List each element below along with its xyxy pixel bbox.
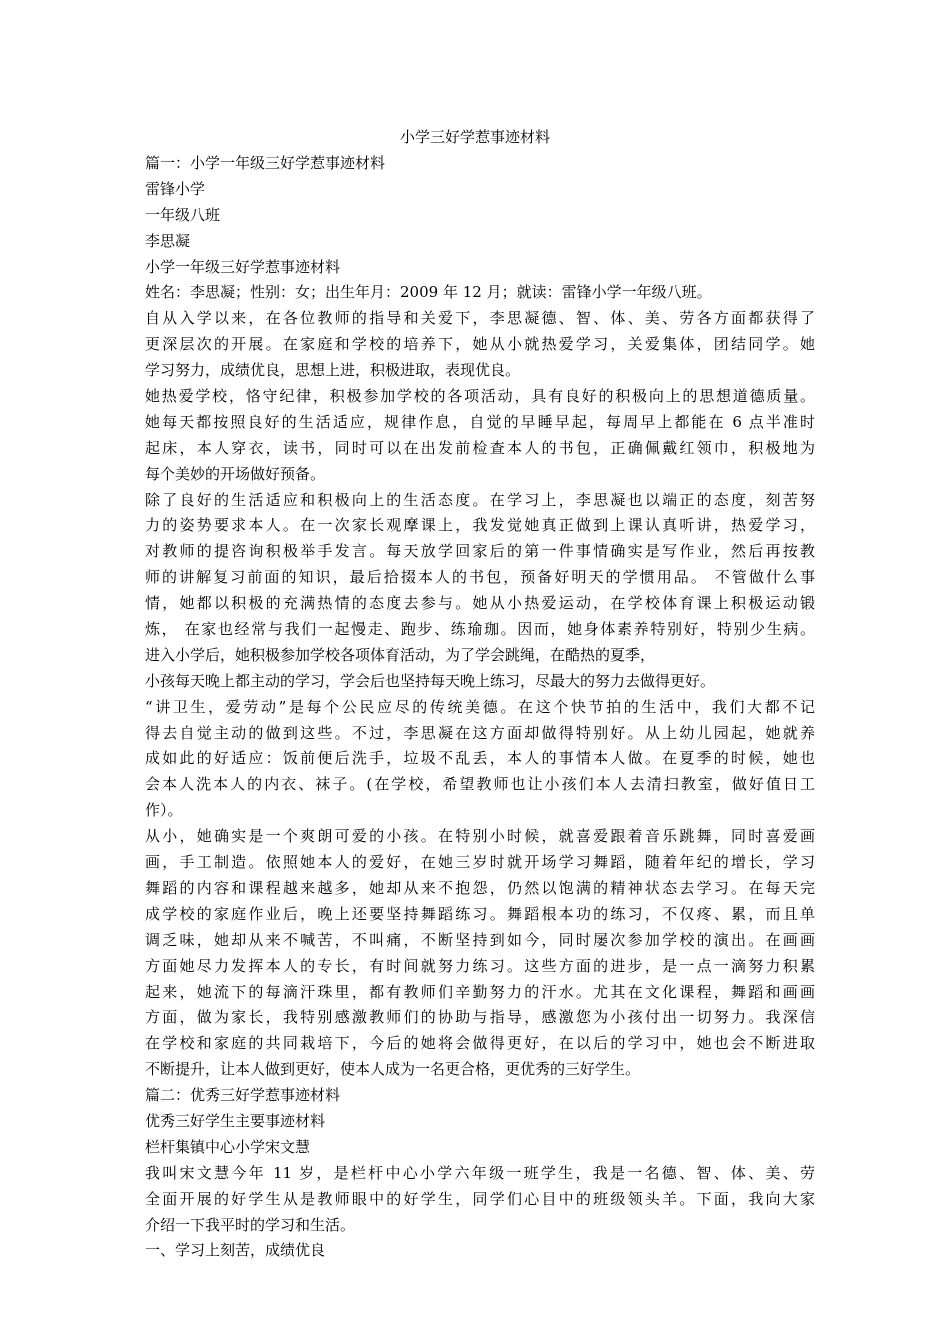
text-line: 全面开展的好学生从是教师眼中的好学生，同学们心目中的班级领头羊。下面，我向大家 [145, 1189, 815, 1208]
text-line: 一、学习上刻苦，成绩优良 [145, 1241, 326, 1260]
text-line: 在学校和家庭的共同栽培下，今后的她将会做得更好，在以后的学习中，她也会不断进取 [145, 1034, 815, 1053]
text-line: 方面她尽力发挥本人的专长，有时间就努力练习。这些方面的进步，是一点一滴努力积累 [145, 956, 815, 975]
text-line: 更深层次的开展。在家庭和学校的培养下，她从小就热爱学习，关爱集体，团结同学。她 [145, 335, 815, 354]
text-line: 雷锋小学 [145, 179, 206, 198]
text-line: 不断提升，让本人做到更好，使本人成为一名更合格，更优秀的三好学生。 [145, 1060, 641, 1079]
text-line: “讲卫生，爱劳动”是每个公民应尽的传统美德。在这个快节拍的生活中，我们大都不记 [145, 697, 815, 716]
text-line: 画，手工制造。依照她本人的爱好，在她三岁时就开场学习舞蹈，随着年纪的增长，学习 [145, 853, 815, 872]
text-line: 作）。 [145, 801, 183, 820]
text-line: 会本人洗本人的内衣、袜子。(在学校，希望教师也让小孩们本人去清扫教室，做好值日工 [145, 775, 815, 794]
text-line: 起来，她流下的每滴汗珠里，都有教师们辛勤努力的汗水。尤其在文化课程，舞蹈和画画 [145, 982, 815, 1001]
text-line: 师的讲解复习前面的知识，最后拾掇本人的书包，预备好明天的学惯用品。 不管做什么事 [145, 568, 815, 587]
text-line: 进入小学后，她积极参加学校各项体育活动，为了学会跳绳，在酷热的夏季， [145, 645, 656, 664]
text-line: 对教师的提咨询积极举手发言。每天放学回家后的第一件事情确实是写作业，然后再按教 [145, 542, 815, 561]
text-line: 她热爱学校，恪守纪律，积极参加学校的各项活动，具有良好的积极向上的思想道德质量。 [145, 387, 815, 406]
text-line: 每个美妙的开场做好预备。 [145, 464, 326, 483]
text-line: 一年级八班 [145, 205, 221, 224]
text-line: 从小，她确实是一个爽朗可爱的小孩。在特别小时候，就喜爱跟着音乐跳舞，同时喜爱画 [145, 827, 815, 846]
text-line: 优秀三好学生主要事迹材料 [145, 1111, 326, 1130]
text-line: 调乏味，她却从来不喊苦，不叫痛，不断坚持到如今，同时屡次参加学校的演出。在画画 [145, 930, 815, 949]
text-line: 自从入学以来，在各位教师的指导和关爱下，李思凝德、智、体、美、劳各方面都获得了 [145, 309, 815, 328]
text-line: 篇一：小学一年级三好学惹事迹材料 [145, 154, 386, 172]
text-line: 栏杆集镇中心小学宋文慧 [145, 1137, 311, 1156]
text-line: 我叫宋文慧今年 11 岁，是栏杆中心小学六年级一班学生，我是一名德、智、体、美、劳 [145, 1163, 815, 1182]
text-line: 小学一年级三好学惹事迹材料 [145, 257, 341, 276]
text-line: 篇二：优秀三好学惹事迹材料 [145, 1086, 341, 1105]
text-line: 小孩每天晚上都主动的学习，学会后也坚持每天晚上练习，尽最大的努力去做得更好。 [145, 671, 716, 690]
text-line: 成学校的家庭作业后，晚上还要坚持舞蹈练习。舞蹈根本功的练习，不仅疼、累，而且单 [145, 904, 815, 923]
document-title: 小学三好学惹事迹材料 [399, 128, 550, 146]
text-line: 姓名：李思凝；性别：女；出生年月：2009 年 12 月；就读：雷锋小学一年级八班。 [145, 283, 712, 302]
text-line: 情，她都以积极的充满热情的态度去参与。她从小热爱运动，在学校体育课上积极运动锻 [145, 594, 815, 613]
text-line: 力的姿势要求本人。在一次家长观摩课上，我发觉她真正做到上课认真听讲，热爱学习， [145, 516, 815, 535]
text-line: 她每天都按照良好的生活适应，规律作息，自觉的早睡早起，每周早上都能在 6 点半准时 [145, 412, 815, 431]
text-line: 李思凝 [145, 231, 191, 250]
text-line: 学习努力，成绩优良，思想上进，积极进取，表现优良。 [145, 361, 521, 380]
text-line: 炼， 在家也经常与我们一起慢走、跑步、练瑜珈。因而，她身体素养特别好，特别少生病。 [145, 620, 815, 639]
text-line: 起床，本人穿衣，读书，同时可以在出发前检查本人的书包，正确佩戴红领巾，积极地为 [145, 438, 815, 457]
document-body [145, 151, 815, 1264]
text-line: 除了良好的生活适应和积极向上的生活态度。在学习上，李思凝也以端正的态度，刻苦努 [145, 490, 815, 509]
text-line: 成如此的好适应：饭前便后洗手，垃圾不乱丢，本人的事情本人做。在夏季的时候，她也 [145, 749, 815, 768]
text-line: 介绍一下我平时的学习和生活。 [145, 1215, 356, 1234]
text-line: 得去自觉主动的做到这些。不过，李思凝在这方面却做得特别好。从上幼儿园起，她就养 [145, 723, 815, 742]
text-line: 舞蹈的内容和课程越来越多，她却从来不抱怨，仍然以饱满的精神状态去学习。在每天完 [145, 878, 815, 897]
text-line: 方面，做为家长，我特别感激教师们的协助与指导，感激您为小孩付出一切努力。我深信 [145, 1008, 815, 1027]
